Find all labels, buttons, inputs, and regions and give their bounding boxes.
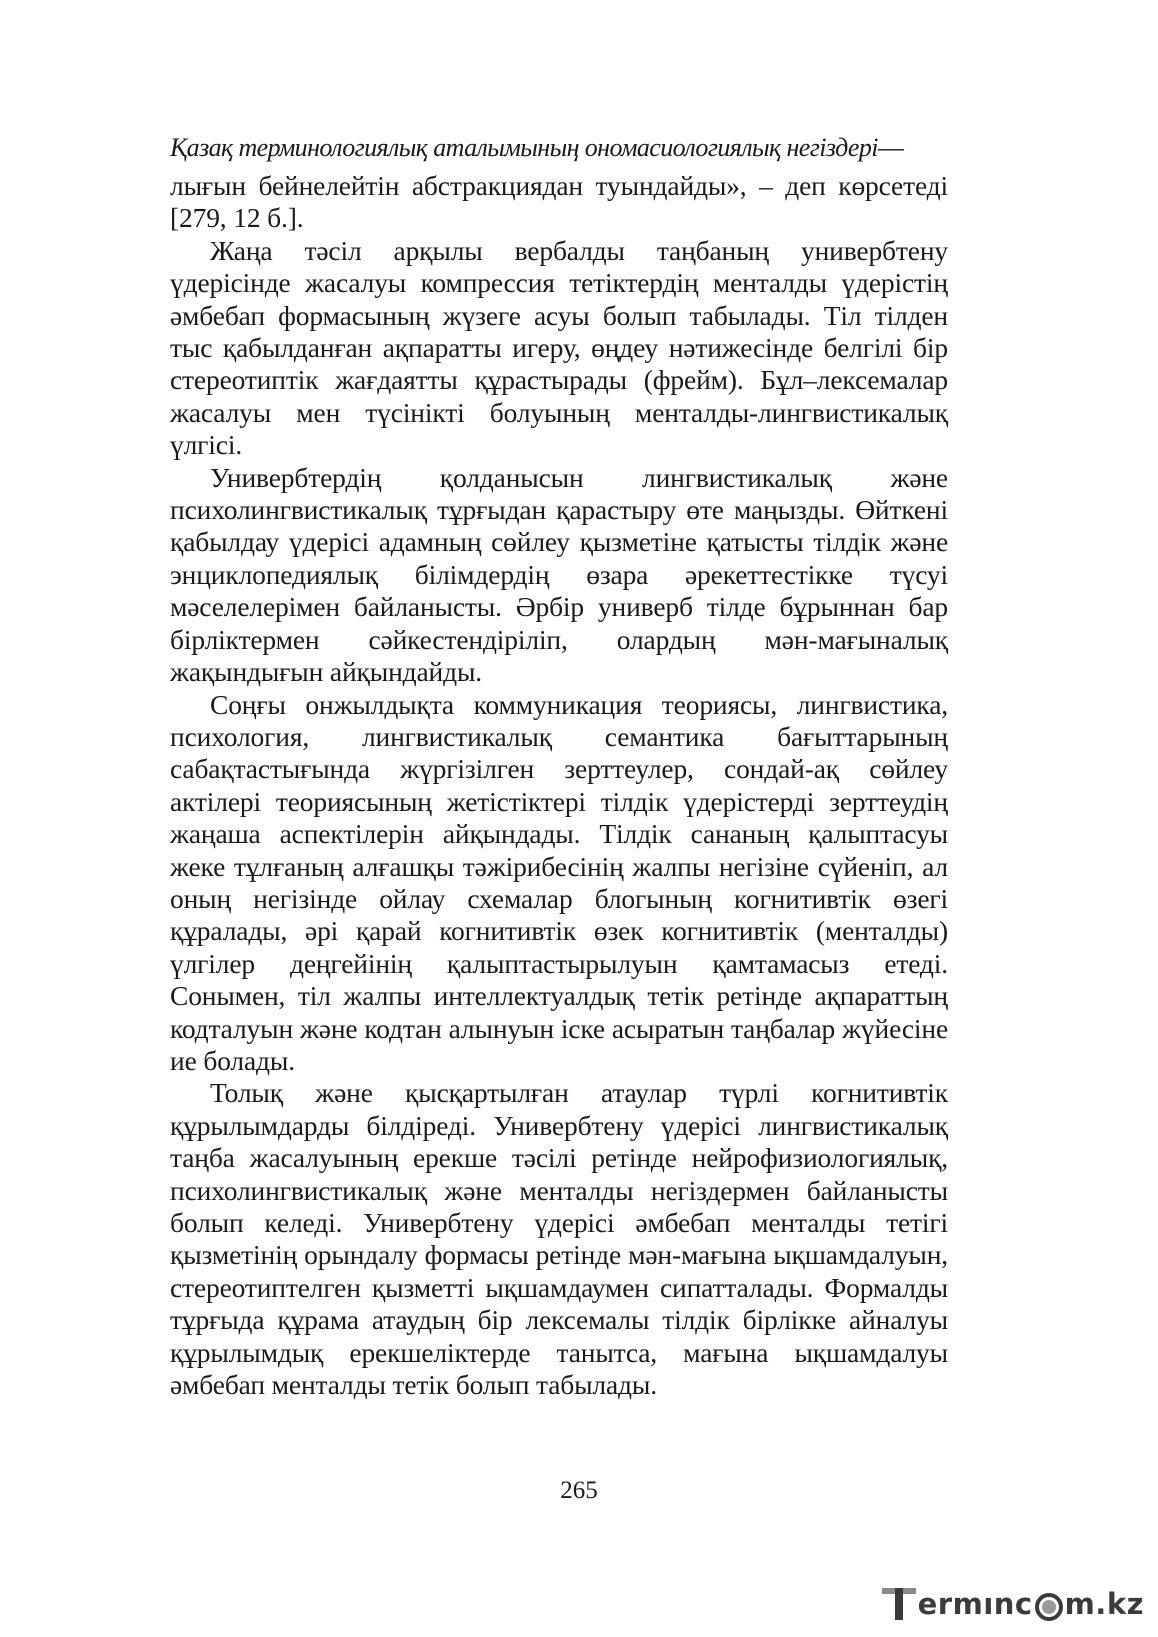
paragraph: Соңғы онжылдықта коммуникация теориясы, лингвистика, психология, лингвистикалық семантика бағыттарының сабақтастығында жүргізілген зерттеулер, сондай-ақ сөйлеу актілері теориясының жетістіктері тілдік үдерістерді зерттеудің жаңаша аспектілерін айқындады. Тілдік сананың қалыптасуы жеке тұлғаның алғашқы тәжірибесінің жалпы негізіне сүйеніп, ал оның негізінде ойлау схемалар блогының когнитивтік өзегі құралады, әрі қарай когнитивтік өзек когнитивтік (менталды) үлгілер деңгейінің қалыптастырылуын қамтамасыз етеді. Сонымен, тіл жалпы интеллектуалдық тетік ретінде ақпараттың кодталуын және кодтан алынуын іске асыратын таңбалар жүйесіне ие болады.: [170, 688, 948, 1076]
body-text: [170, 170, 948, 1401]
watermark-text-start: ermınc: [917, 1587, 1033, 1621]
o-logo-icon: [1035, 1593, 1063, 1621]
paragraph: лығын бейнелейтін абстракциядан туындайды», – деп көрсетеді [279, 12 б.].: [170, 170, 948, 234]
paragraph: Толық және қысқартылған атаулар түрлі когнитивтік құрылымдарды білдіреді. Универбтену үдерісі лингвистикалық таңба жасалуының ерекше тәсілі ретінде нейрофизиологиялық, психолингвистикалық және менталды негіздермен байланысты болып келеді. Универбтену үдерісі әмбебап менталды тетігі қызметінің орындалу формасы ретінде мән-мағына ықшамдалуын, стереотиптелген қызметті ықшамдаумен сипатталады. Формалды тұрғыда құрама атаудың бір лексемалы тілдік бірлікке айналуы құрылымдық ерекшеліктерде танытса, мағына ықшамдалуы әмбебап менталды тетік болып табылады.: [170, 1077, 948, 1401]
running-title: Қазақ терминологиялық аталымының ономасиологиялық негіздері: [170, 133, 878, 162]
paragraph: Универбтердің қолданысын лингвистикалық және психолингвистикалық тұрғыдан қарастыру өте маңызды. Өйткені қабылдау үдерісі адамның сөйлеу қызметіне қатысты тілдік және энциклопедиялық білімдердің өзара әрекеттестікке түсуі мәселелерімен байланысты. Әрбір универб тілде бұрыннан бар бірліктермен сәйкестендіріліп, олардың мән-мағыналық жақындығын айқындайды.: [170, 461, 948, 688]
header-dash: —: [877, 133, 904, 162]
page-number: 265: [560, 1477, 598, 1504]
t-logo-icon: [882, 1584, 916, 1624]
watermark-text-end: m.kz: [1064, 1587, 1144, 1621]
termincom-watermark: [882, 1582, 1144, 1626]
paragraph: Жаңа тәсіл арқылы вербалды таңбаның универбтену үдерісінде жасалуы компрессия тетіктердің менталды үдерістің әмбебап формасының жүзеге асуы болып табылады. Тіл тілден тыс қабылданған ақпаратты игеру, өңдеу нәтижесінде белгілі бір стереотиптік жағдаятты құрастырады (фрейм). Бұл–лексемалар жасалуы мен түсінікті болуының менталды-лингвистикалық үлгісі.: [170, 234, 948, 461]
book-page: [170, 128, 948, 1401]
running-header: [170, 128, 948, 168]
